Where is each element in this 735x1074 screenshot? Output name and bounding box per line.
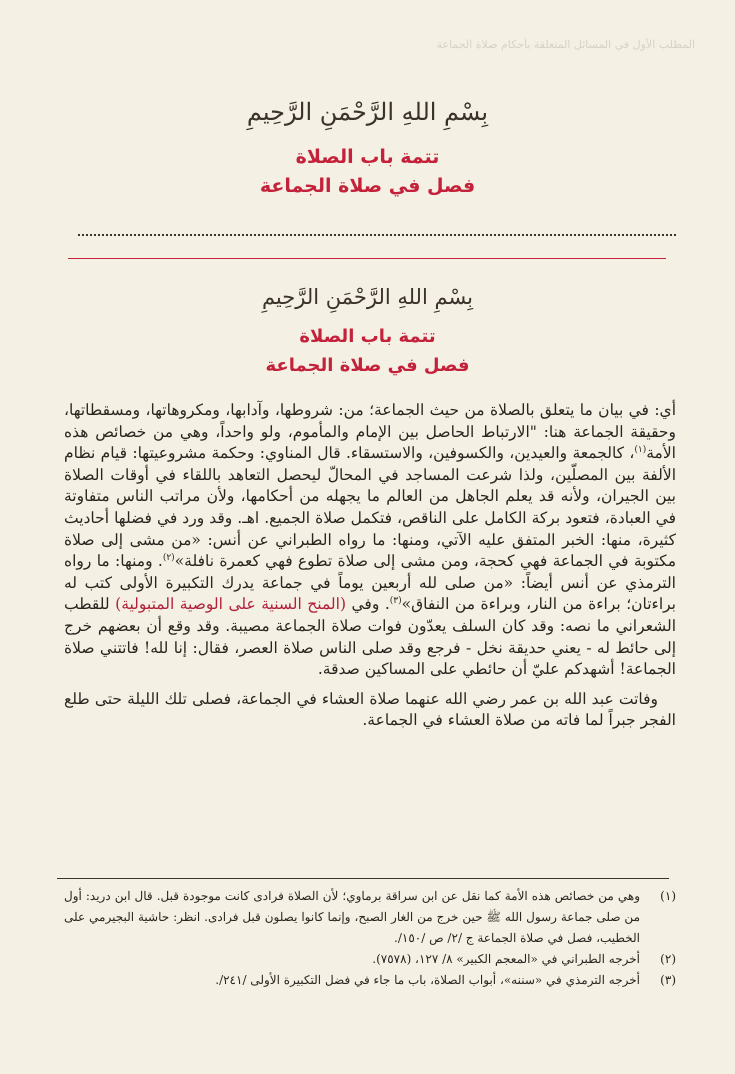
section-title: فصل في صلاة الجماعة [265,355,470,376]
paragraph-1 [64,400,676,681]
footnote-item [64,949,676,970]
dotted-separator [78,234,676,236]
text-run: ، كالجمعة والعيدين، والكسوفين، والاستسقاء. قال المناوي: وحكمة مشروعيتها: قيام نظام الألفة بين المصلّين، ولذا شرعت المساجد في المحالّ ليحصل التعاهد باللقاء في أوقات الصلاة بين الجيران، ولأنه قد يعلم الجاهل من العالم ما يجهله من أحكامها، ولأن مراتب الناس متفاوتة في العبادة، فتعود بركة الكامل على الناقص، فتكمل صلاة الجميع. اهـ. وقد ورد في فضلها أحاديث كثيرة، منها: الخبر المتفق عليه الآتي، ومنها: ما رواه الطبراني عن أنس: «من مشى إلى صلاة مكتوبة في الجماعة فهي كحجة، ومن مشى إلى صلاة تطوع فهي كعمرة نافلة» [64,444,676,571]
chapter-title: تتمة باب الصلاة [299,326,436,347]
body-text [64,400,676,732]
footnote-ref-3[interactable]: (٣) [389,596,402,607]
footnote-number: (١) [660,889,676,903]
text-run: أي: في بيان ما يتعلق بالصلاة من حيث الجماعة؛ من: شروطها، وآدابها، ومكروهاتها، ومسقطاتها، وحقيقة الجماعة هنا: "الارتباط الحاصل بين الإمام والمأموم، ولو واحداً، وهي من خصائص هذه الأمة [64,401,676,463]
section-title-top: فصل في صلاة الجماعة [259,175,476,197]
basmala-top: بِسْمِ اللهِ الرَّحْمَنِ الرَّحِيمِ [246,98,489,126]
footnote-text: أخرجه الترمذي في «سننه»، أبواب الصلاة، باب ما جاء في فضل التكبيرة الأولى /٢٤١/. [215,973,640,987]
footnote-separator [57,878,669,879]
red-rule [68,258,666,259]
footnote-number: (٢) [660,952,676,966]
footnote-item [64,886,676,949]
text-run: . وفي [346,595,390,614]
chapter-title-top: تتمة باب الصلاة [295,146,440,168]
footnote-text: وهي من خصائص هذه الأمة كما نقل عن ابن سراقة برماوي؛ لأن الصلاة فرادى كانت موجودة قبل. قال ابن دريد: أول من صلى جماعة رسول الله ﷺ حين خرج من الغار الصبح، وإنما كانوا يصلون قبل فرادى. انظر: حاشية البجيرمي على الخطيب، فصل في صلاة الجماعة ج /٢/ ص /١٥٠/. [64,889,640,945]
footnotes [64,886,676,991]
paragraph-2: وفاتت عبد الله بن عمر رضي الله عنهما صلاة العشاء في الجماعة، فصلى تلك الليلة حتى طلع الفجر جبراً لما فاته من صلاة العشاء في الجماعة. [64,689,676,730]
bleed-through-header: المطلب الأول في المسائل المتعلقة بأحكام صلاة الجماعة [436,38,695,51]
footnote-number: (٣) [660,973,676,987]
basmala-main: بِسْمِ اللهِ الرَّحْمَنِ الرَّحِيمِ [261,285,474,309]
footnote-text: أخرجه الطبراني في «المعجم الكبير» ٨/ ١٢٧، (٧٥٧٨). [372,952,640,966]
footnote-ref-1[interactable]: (١) [634,445,647,456]
text-run: للقطب الشعراني ما نصه: وقد كان السلف يعدّون فوات صلاة الجماعة مصيبة. وقد وقع أن بعضهم خرج إلى حائط له - يعني حديقة نخل - فرجع وقد صلى الناس صلاة العصر، فقال: إنا لله! فاتتني صلاة الجماعة! أشهدكم عليّ أن حائطي على المساكين صدقة. [64,595,677,679]
book-title: (المنح السنية على الوصية المتبولية) [115,595,346,614]
footnote-item [64,970,676,991]
footnote-ref-2[interactable]: (٢) [162,553,175,563]
text-run: . ومنها: ما رواه الترمذي عن أنس أيضاً: «من صلى لله أربعين يوماً في جماعة يدرك التكبيرة الأولى كتب له براءتان؛ براءة من النار، وبراءة من النفاق» [64,552,676,614]
